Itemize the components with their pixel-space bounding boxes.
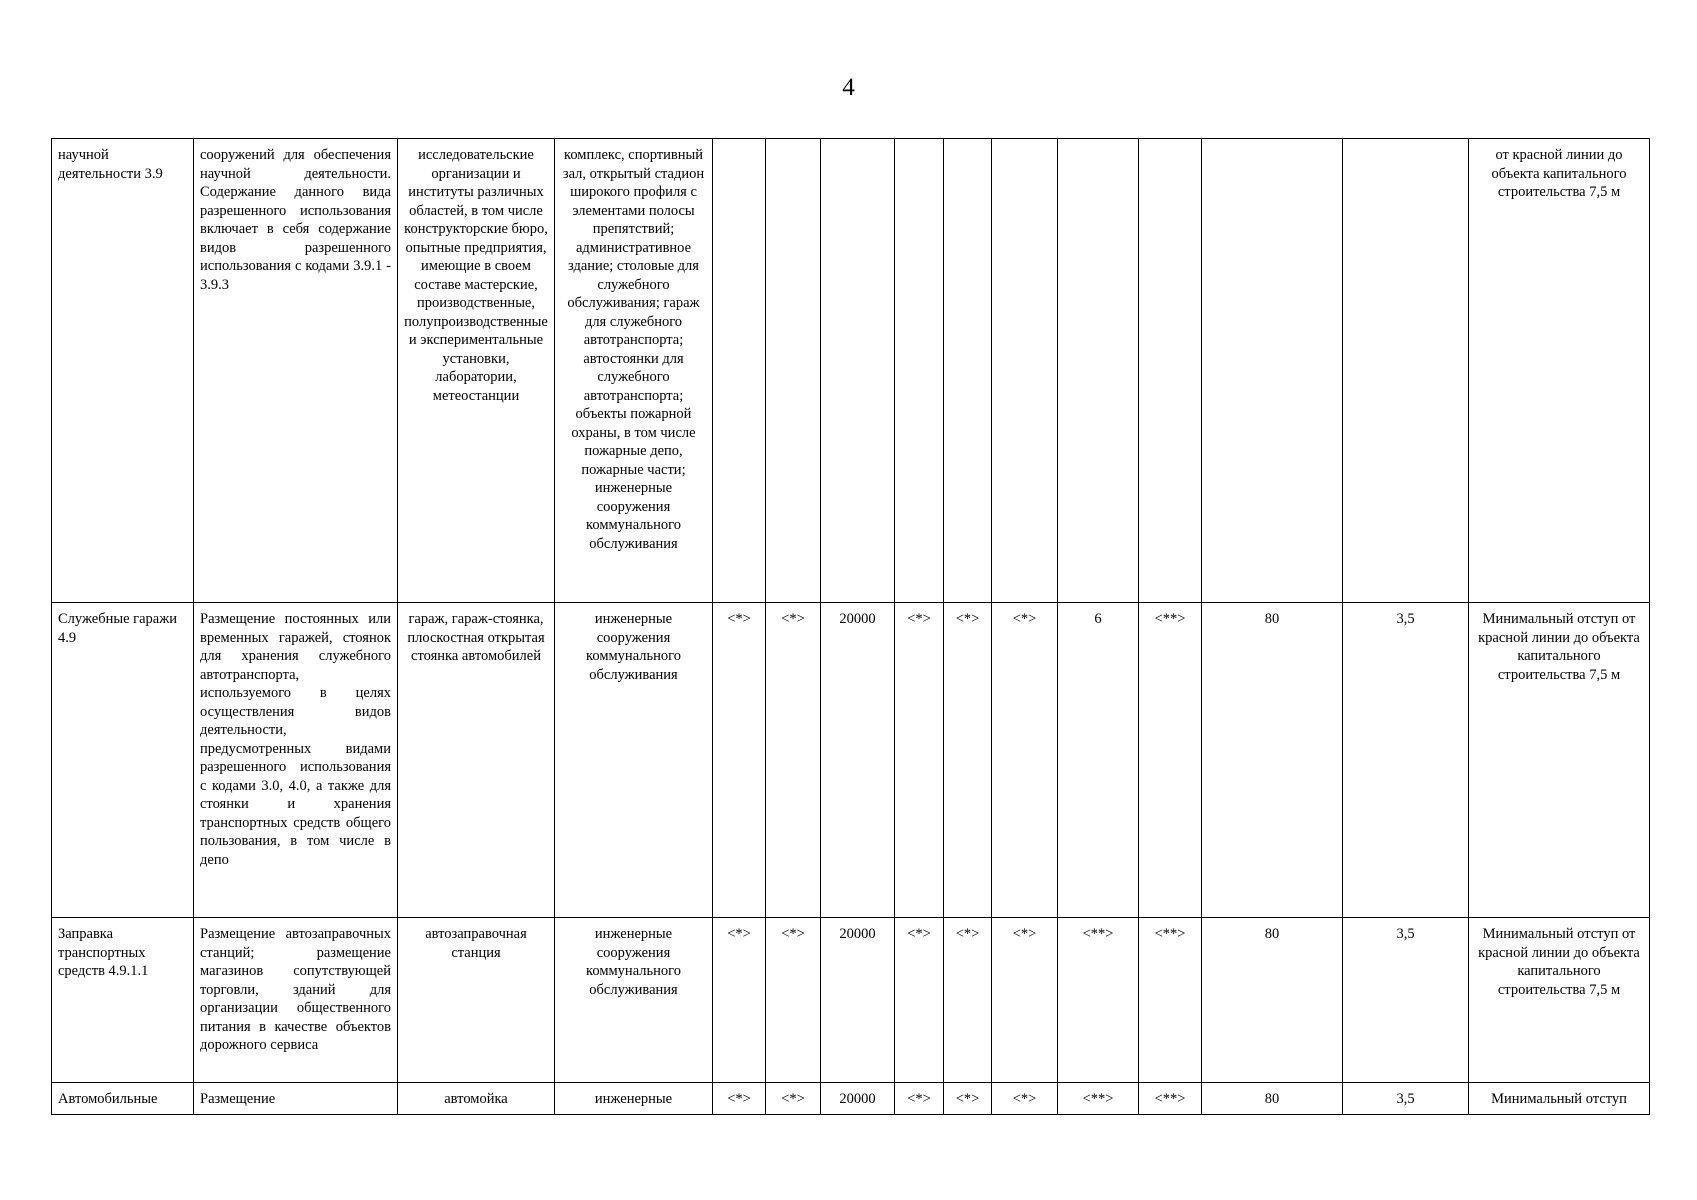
- setback-cell: Минимальный отступ от красной линии до объекта капитального строительства 7,5 м: [1469, 603, 1650, 918]
- param-cell: <**>: [1139, 1083, 1202, 1115]
- main-objects-cell: автомойка: [398, 1083, 555, 1115]
- auxiliary-objects-cell: инженерные сооружения коммунального обслуживания: [555, 603, 713, 918]
- use-description-cell: Размещение автозаправочных станций; размещение магазинов сопутствующей торговли, зданий для организации общественного питания в качестве объектов дорожного сервиса: [194, 918, 398, 1083]
- use-description-cell: Размещение постоянных или временных гаражей, стоянок для хранения служебного автотранспорта, используемого в целях осуществления видов деятельности, предусмотренных видами разрешенного использования с кодами 3.0, 4.0, а также для стоянки и хранения транспортных средств общего пользования, в том числе в депо: [194, 603, 398, 918]
- param-cell: 6: [1058, 603, 1139, 918]
- auxiliary-objects-cell: комплекс, спортивный зал, открытый стадион широкого профиля с элементами полосы препятствий; административное здание; столовые для служебного обслуживания; гараж для служебного автотранспорта; автостоянки для служебного автотранспорта; объекты пожарной охраны, в том числе пожарные депо, пожарные части; инженерные сооружения коммунального обслуживания: [555, 139, 713, 603]
- param-cell: <*>: [992, 603, 1058, 918]
- use-name-cell: Служебные гаражи 4.9: [52, 603, 194, 918]
- param-cell: [895, 139, 944, 603]
- param-cell: 20000: [821, 603, 895, 918]
- param-cell: <*>: [992, 1083, 1058, 1115]
- param-cell: [1343, 139, 1469, 603]
- zoning-table: [51, 138, 1650, 1115]
- param-cell: <*>: [992, 918, 1058, 1083]
- table-row: [52, 1083, 1650, 1115]
- param-cell: [992, 139, 1058, 603]
- param-cell: <**>: [1139, 918, 1202, 1083]
- param-cell: <*>: [944, 1083, 992, 1115]
- param-cell: <*>: [766, 918, 821, 1083]
- param-cell: 80: [1202, 603, 1343, 918]
- setback-cell: от красной линии до объекта капитального строительства 7,5 м: [1469, 139, 1650, 603]
- auxiliary-objects-cell: инженерные сооружения коммунального обслуживания: [555, 918, 713, 1083]
- use-description-cell: Размещение: [194, 1083, 398, 1115]
- param-cell: 80: [1202, 918, 1343, 1083]
- param-cell: <**>: [1139, 603, 1202, 918]
- param-cell: [944, 139, 992, 603]
- auxiliary-objects-cell: инженерные: [555, 1083, 713, 1115]
- setback-cell: Минимальный отступ: [1469, 1083, 1650, 1115]
- param-cell: <**>: [1058, 1083, 1139, 1115]
- param-cell: 20000: [821, 918, 895, 1083]
- param-cell: <*>: [944, 603, 992, 918]
- use-description-cell: сооружений для обеспечения научной деятельности. Содержание данного вида разрешенного использования включает в себя содержание видов разрешенного использования с кодами 3.9.1 - 3.9.3: [194, 139, 398, 603]
- use-name-cell: Заправка транспортных средств 4.9.1.1: [52, 918, 194, 1083]
- param-cell: [821, 139, 895, 603]
- param-cell: [1139, 139, 1202, 603]
- use-name-cell: Автомобильные: [52, 1083, 194, 1115]
- param-cell: <*>: [713, 603, 766, 918]
- param-cell: 3,5: [1343, 1083, 1469, 1115]
- main-objects-cell: автозаправочная станция: [398, 918, 555, 1083]
- param-cell: 3,5: [1343, 918, 1469, 1083]
- param-cell: <*>: [895, 603, 944, 918]
- param-cell: <**>: [1058, 918, 1139, 1083]
- use-name-cell: научной деятельности 3.9: [52, 139, 194, 603]
- param-cell: <*>: [895, 1083, 944, 1115]
- param-cell: [766, 139, 821, 603]
- table-row: [52, 603, 1650, 918]
- param-cell: <*>: [895, 918, 944, 1083]
- param-cell: <*>: [944, 918, 992, 1083]
- setback-cell: Минимальный отступ от красной линии до объекта капитального строительства 7,5 м: [1469, 918, 1650, 1083]
- param-cell: <*>: [766, 1083, 821, 1115]
- table-row: [52, 139, 1650, 603]
- param-cell: 20000: [821, 1083, 895, 1115]
- param-cell: [713, 139, 766, 603]
- param-cell: 3,5: [1343, 603, 1469, 918]
- param-cell: [1058, 139, 1139, 603]
- main-objects-cell: исследовательские организации и институты различных областей, в том числе конструкторские бюро, опытные предприятия, имеющие в своем составе мастерские, производственные, полупроизводственные и экспериментальные установки, лаборатории, метеостанции: [398, 139, 555, 603]
- param-cell: <*>: [713, 1083, 766, 1115]
- param-cell: 80: [1202, 1083, 1343, 1115]
- param-cell: <*>: [766, 603, 821, 918]
- page-number: 4: [842, 74, 855, 101]
- param-cell: [1202, 139, 1343, 603]
- table-row: [52, 918, 1650, 1083]
- param-cell: <*>: [713, 918, 766, 1083]
- main-objects-cell: гараж, гараж-стоянка, плоскостная открытая стоянка автомобилей: [398, 603, 555, 918]
